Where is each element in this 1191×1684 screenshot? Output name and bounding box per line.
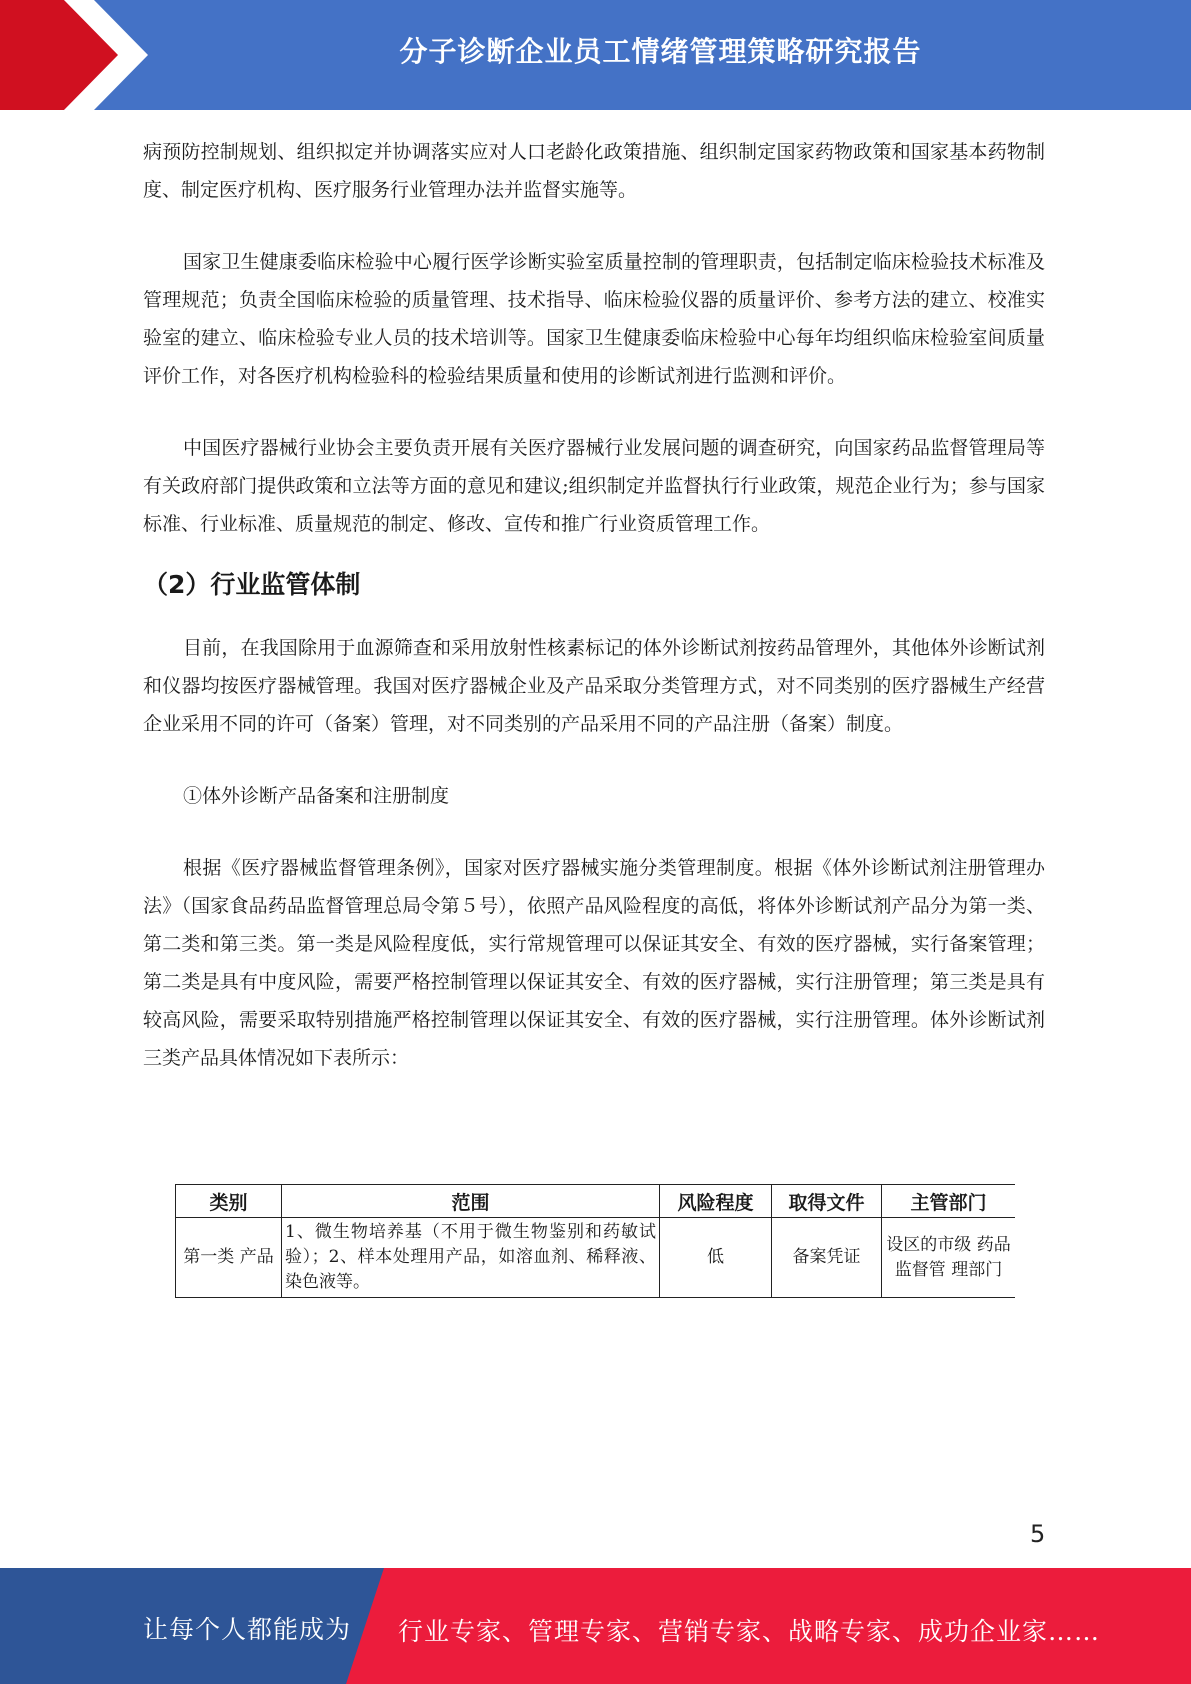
- footer-slogan-left: 让每个人都能成为: [143, 1615, 352, 1644]
- table-row: [176, 1218, 1016, 1298]
- paragraph-classification-rules: 根据《医疗器械监督管理条例》，国家对医疗器械实施分类管理制度。根据《体外诊断试剂注册管理办法》（国家食品药品监督管理总局令第５号），依照产品风险程度的高低，将体外诊断试剂产品分为第一类、第二类和第三类。第一类是风险程度低，实行常规管理可以保证其安全、有效的医疗器械，实行备案管理；第二类是具有中度风险，需要严格控制管理以保证其安全、有效的医疗器械，实行注册管理；第三类是具有较高风险，需要采取特别措施严格控制管理以保证其安全、有效的医疗器械，实行注册管理。体外诊断试剂三类产品具体情况如下表所示：: [143, 857, 1045, 1069]
- product-class-table: [175, 1184, 1015, 1298]
- page-number: 5: [1030, 1520, 1046, 1548]
- cell-category: 第一类 产品: [176, 1218, 282, 1298]
- section-heading-regulatory-system: （2）行业监管体制: [143, 570, 361, 599]
- cell-document: 备案凭证: [772, 1218, 882, 1298]
- page-footer: [0, 1568, 1191, 1684]
- table-header-range: 范围: [282, 1185, 660, 1218]
- table-header-document: 取得文件: [772, 1185, 882, 1218]
- product-class-table-container: [175, 1184, 1015, 1302]
- header-title: 分子诊断企业员工情绪管理策略研究报告: [399, 35, 922, 68]
- table-header-row: [176, 1185, 1016, 1218]
- paragraph-regulatory-overview: 目前，在我国除用于血源筛查和采用放射性核素标记的体外诊断试剂按药品管理外，其他体外诊断试剂和仪器均按医疗器械管理。我国对医疗器械企业及产品采取分类管理方式，对不同类别的医疗器械生产经营企业采用不同的许可（备案）管理，对不同类别的产品采用不同的产品注册（备案）制度。: [143, 637, 1045, 735]
- table-header-risk: 风险程度: [660, 1185, 772, 1218]
- cell-risk: 低: [660, 1218, 772, 1298]
- paragraph-subheading-registration: ①体外诊断产品备案和注册制度: [183, 785, 450, 807]
- cell-department: 设区的市级 药品监督管 理部门: [882, 1218, 1016, 1298]
- table-header-category: 类别: [176, 1185, 282, 1218]
- page-header: [0, 0, 1191, 110]
- paragraph-clinical-lab-center: 国家卫生健康委临床检验中心履行医学诊断实验室质量控制的管理职责，包括制定临床检验技术标准及管理规范；负责全国临床检验的质量管理、技术指导、临床检验仪器的质量评价、参考方法的建立、校准实验室的建立、临床检验专业人员的技术培训等。国家卫生健康委临床检验中心每年均组织临床检验室间质量评价工作，对各医疗机构检验科的检验结果质量和使用的诊断试剂进行监测和评价。: [143, 251, 1045, 387]
- cell-range: 1、微生物培养基（不用于微生物鉴别和药敏试验）；2、样本处理用产品，如溶血剂、稀释液、染色液等。: [282, 1218, 660, 1298]
- paragraph-health-commission-duties: 病预防控制规划、组织拟定并协调落实应对人口老龄化政策措施、组织制定国家药物政策和国家基本药物制度、制定医疗机构、医疗服务行业管理办法并监督实施等。: [143, 141, 1045, 201]
- footer-slogan-right: 行业专家、管理专家、营销专家、战略专家、成功企业家……: [398, 1617, 1101, 1646]
- document-body: [143, 133, 1045, 1077]
- table-header-department: 主管部门: [882, 1185, 1016, 1218]
- paragraph-device-association: 中国医疗器械行业协会主要负责开展有关医疗器械行业发展问题的调查研究，向国家药品监督管理局等有关政府部门提供政策和立法等方面的意见和建议;组织制定并监督执行行业政策，规范企业行为；参与国家标准、行业标准、质量规范的制定、修改、宣传和推广行业资质管理工作。: [143, 437, 1045, 535]
